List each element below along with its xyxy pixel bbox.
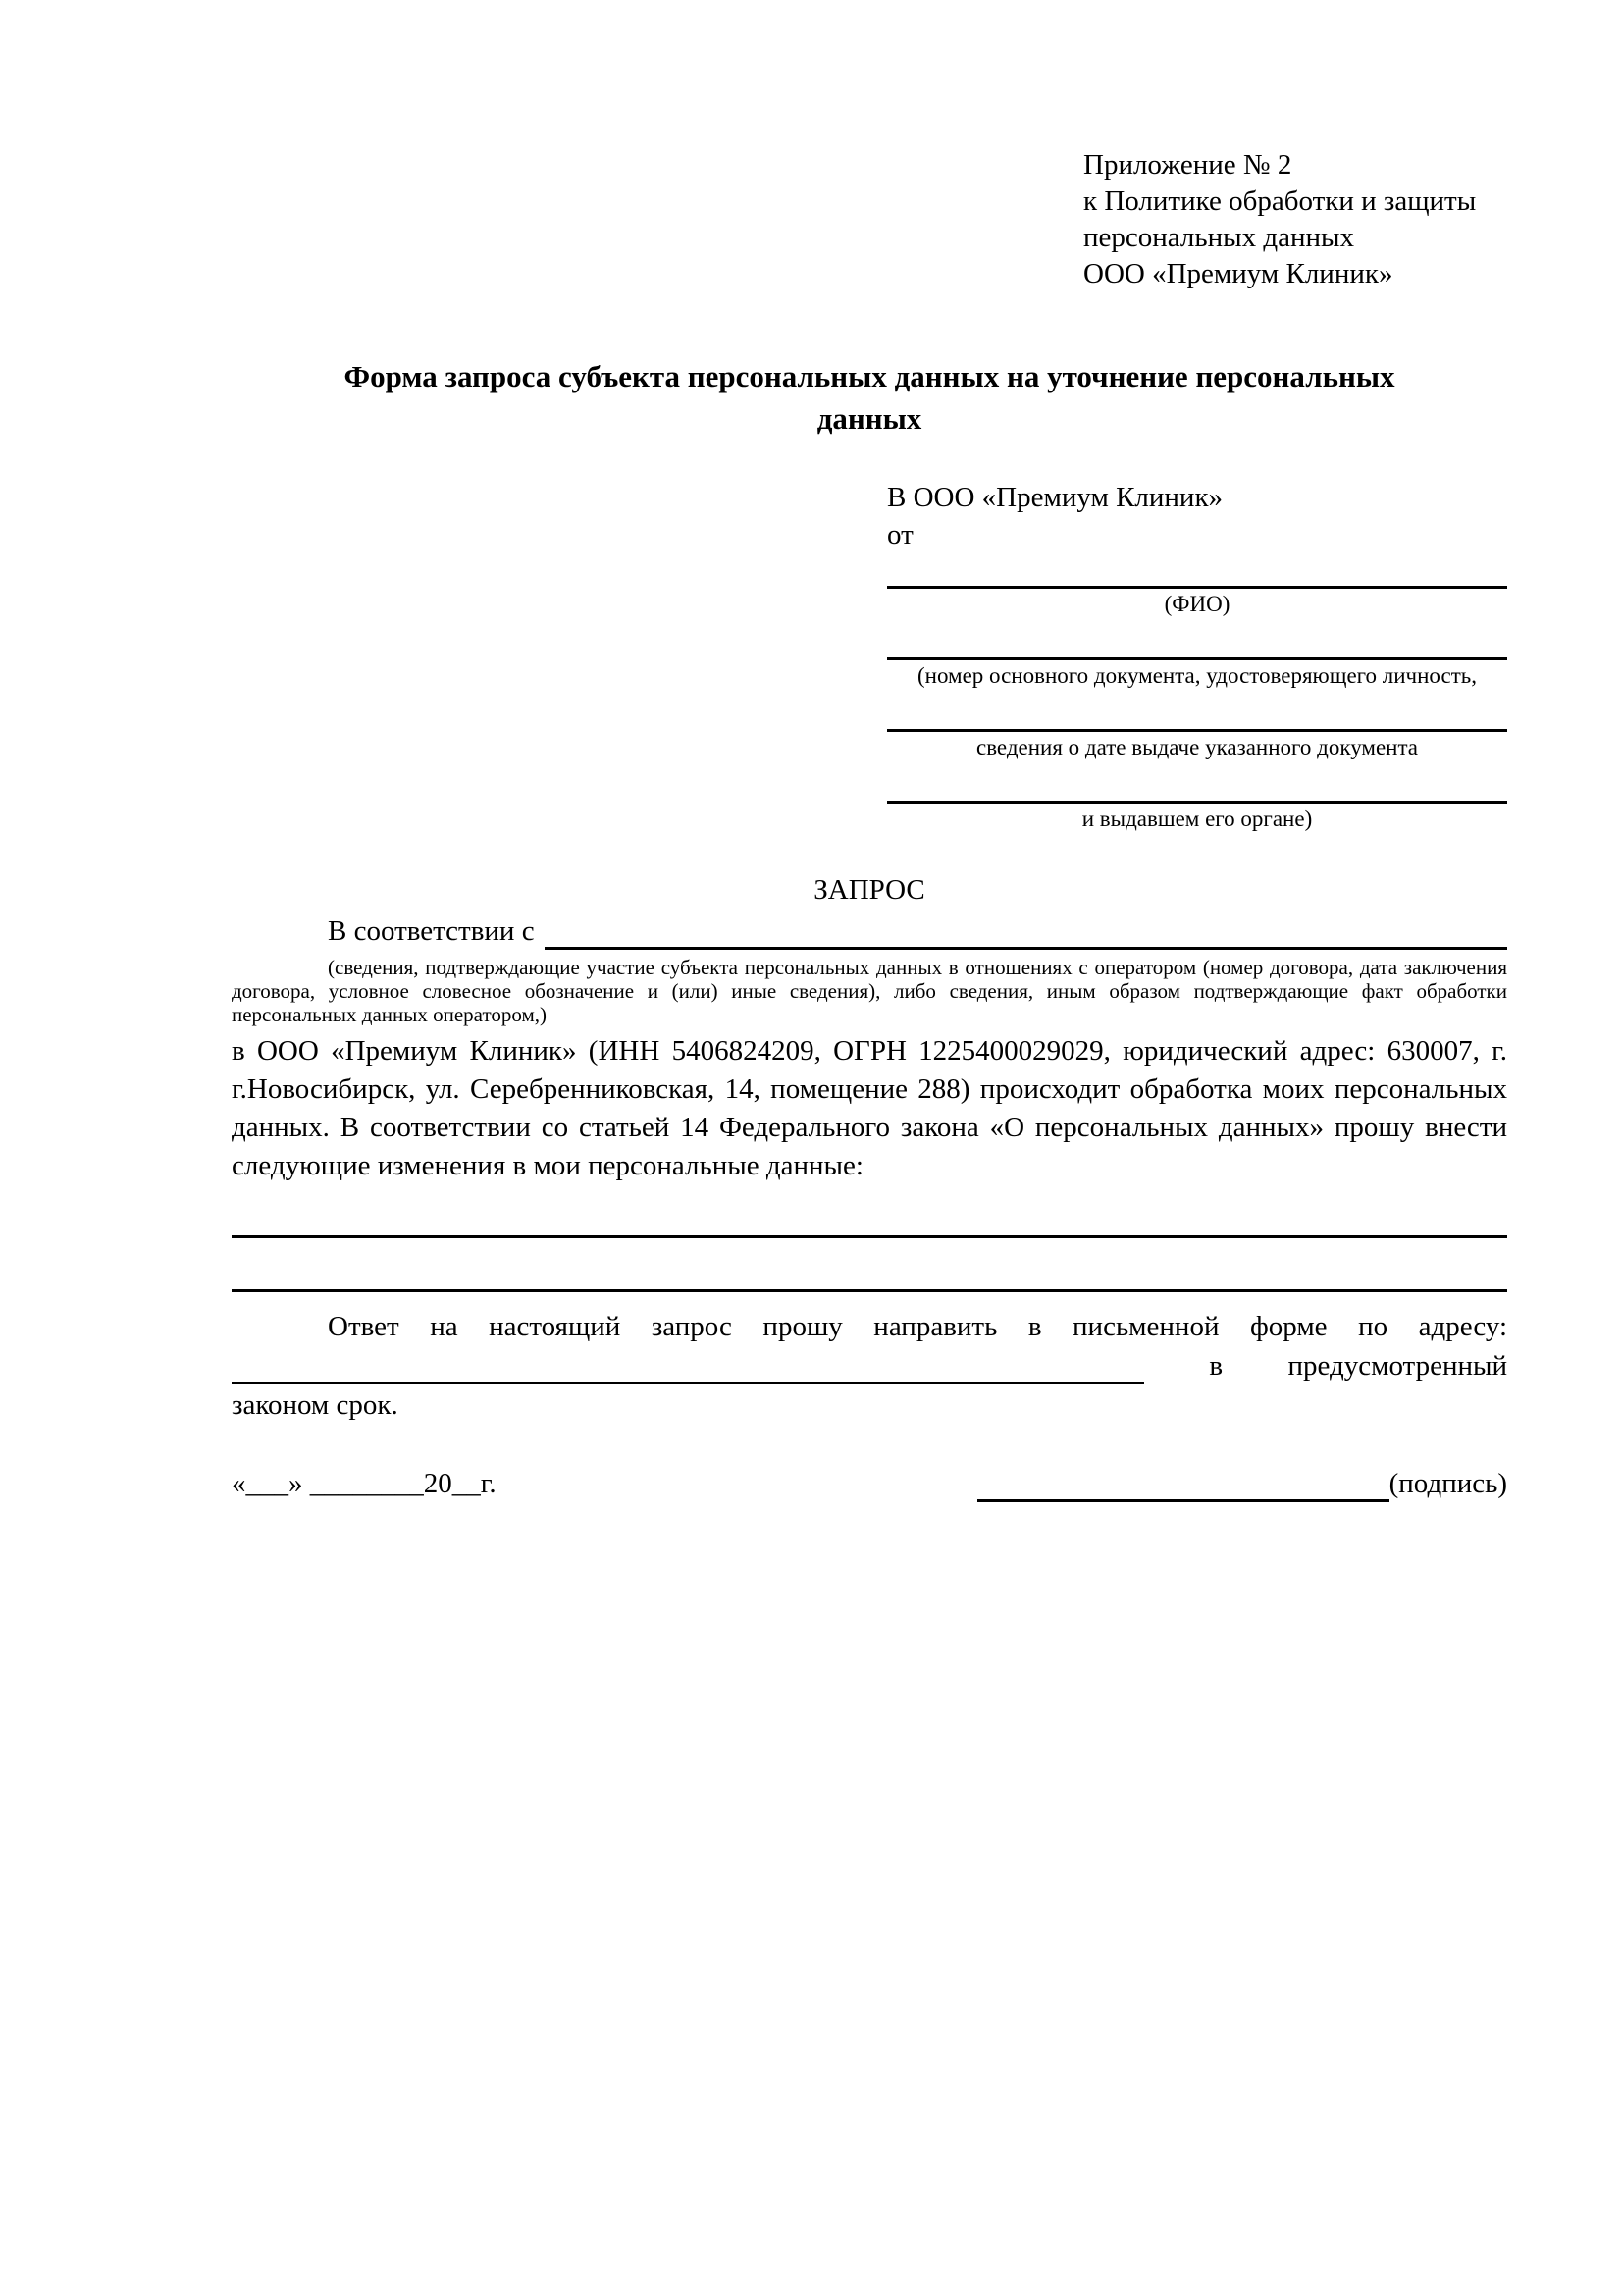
issuing-authority-input-line[interactable]	[887, 760, 1507, 804]
document-number-caption: (номер основного документа, удостоверяющего личность,	[916, 663, 1477, 688]
fio-input-line[interactable]	[887, 553, 1507, 589]
address-input-line[interactable]	[232, 1353, 1144, 1384]
accordance-input-line[interactable]	[545, 916, 1507, 950]
appendix-line: Приложение № 2	[1083, 149, 1292, 181]
addressee-to: В ООО «Премиум Клиник»	[887, 482, 1224, 513]
accordance-line	[232, 913, 1507, 950]
addressee-from-label: от	[887, 519, 914, 550]
issue-date-input-line[interactable]	[887, 689, 1507, 732]
appendix-block	[1083, 147, 1507, 292]
reply-word: предусмотренный	[1287, 1350, 1507, 1382]
document-number-input-line[interactable]	[887, 617, 1507, 660]
appendix-line: персональных данных	[1083, 222, 1355, 253]
request-heading: ЗАПРОС	[813, 874, 925, 906]
date-signature-row	[232, 1465, 1507, 1502]
changes-input-line-2[interactable]	[232, 1238, 1507, 1292]
accordance-note: (сведения, подтверждающие участие субъекта персональных данных в отношениях с оператором (номер договора, дата заключения договора, условное словесное обозначение и (или) иные сведения), либо сведения, иным образом подтверждающие факт обработки персональных данных оператором,)	[232, 956, 1507, 1026]
request-body: в ООО «Премиум Клиник» (ИНН 5406824209, ОГРН 1225400029029, юридический адрес: 630007, г. г.Новосибирск, ул. Серебренниковская, 14, помещение 288) происходит обработка моих персональных данных. В соответствии со статьей 14 Федерального закона «О персональных данных» прошу внести следующие изменения в мои персональные данные:	[232, 1035, 1507, 1181]
signature-input-line[interactable]	[977, 1473, 1389, 1502]
appendix-line: к Политике обработки и защиты	[1083, 185, 1477, 217]
reply-intro: Ответ на настоящий запрос прошу направить в письменной форме по адресу:	[328, 1311, 1507, 1342]
reply-end: законом срок.	[232, 1389, 398, 1421]
signature-caption: (подпись)	[1388, 1468, 1507, 1499]
signature-group	[977, 1465, 1507, 1502]
changes-input-line-1[interactable]	[232, 1185, 1507, 1238]
issue-date-caption: сведения о дате выдаче указанного документа	[975, 735, 1419, 759]
fio-caption: (ФИО)	[1164, 592, 1230, 616]
reply-address-line	[232, 1347, 1507, 1384]
reply-word: в	[1209, 1350, 1224, 1382]
appendix-line: ООО «Премиум Клиник»	[1083, 258, 1393, 289]
accordance-prefix: В соответствии с	[328, 915, 535, 947]
issuing-authority-caption: и выдавшем его органе)	[1081, 807, 1313, 831]
addressee-block	[887, 479, 1507, 832]
date-blank[interactable]: «___» ________20__г.	[232, 1468, 497, 1499]
page-title: Форма запроса субъекта персональных данных на уточнение персональных данных	[343, 359, 1395, 436]
